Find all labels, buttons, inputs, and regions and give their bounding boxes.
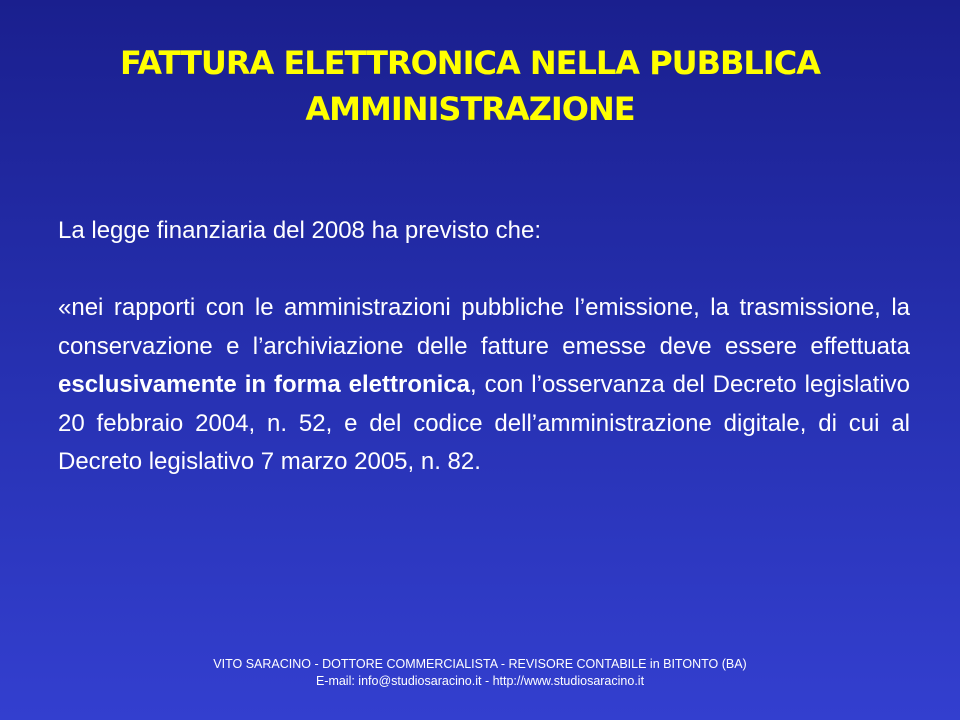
quote-text-part-2: , con l’osservanza del Decreto legislativo 20 febbraio 2004, n. 52, e del codice dell’amministrazione digitale, di cui al Decreto legislativo 7 marzo 2005, n. 82.	[58, 371, 910, 475]
slide-title-line-2: AMMINISTRAZIONE	[305, 90, 635, 128]
slide-title	[40, 40, 900, 132]
footer-contact-line: E-mail: info@studiosaracino.it - http://www.studiosaracino.it	[315, 674, 645, 688]
footer-author-line: VITO SARACINO - DOTTORE COMMERCIALISTA - REVISORE CONTABILE in BITONTO (BA)	[213, 657, 747, 671]
slide-footer	[0, 656, 960, 690]
quoted-law-text	[58, 289, 910, 482]
quote-text-part-1: «nei rapporti con le amministrazioni pubbliche l’emissione, la trasmissione, la conservazione e l’archiviazione delle fatture emesse deve essere effettuata	[58, 294, 910, 360]
quote-emphasis: esclusivamente in forma elettronica	[58, 371, 471, 398]
slide-title-line-1: FATTURA ELETTRONICA NELLA PUBBLICA	[120, 44, 820, 82]
intro-text: La legge finanziaria del 2008 ha previsto che:	[58, 217, 541, 244]
